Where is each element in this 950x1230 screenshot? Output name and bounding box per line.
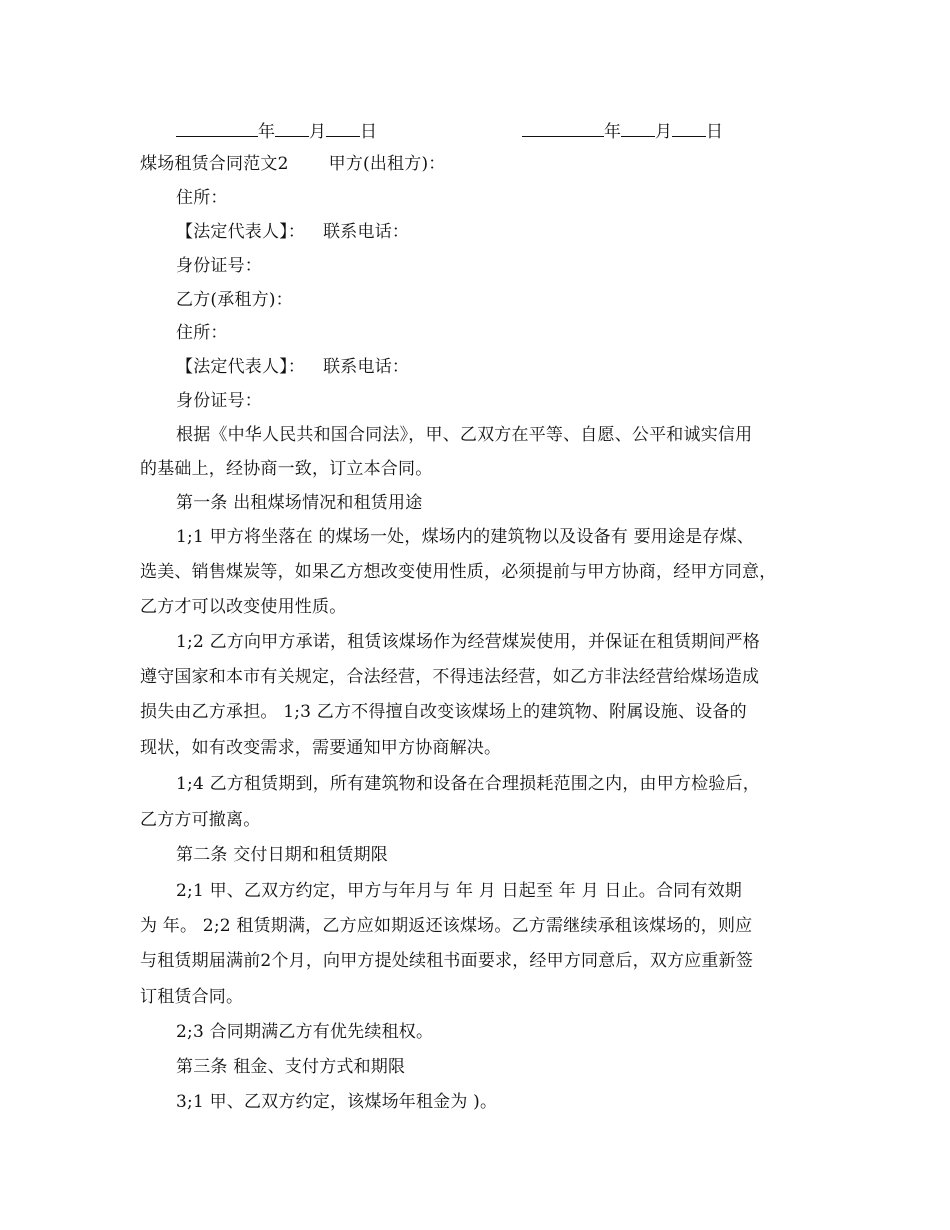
paragraph-line: 选美、销售煤炭等，如果乙方想改变使用性质，必须提前与甲方协商，经甲方同意， bbox=[140, 562, 777, 582]
rep-b-label: 【法定代表人】： bbox=[176, 357, 306, 377]
id-b: 身份证号： bbox=[176, 391, 262, 411]
date-field-left bbox=[176, 120, 377, 143]
id-a: 身份证号： bbox=[176, 256, 262, 276]
title-party-a-line bbox=[140, 153, 446, 175]
paragraph-line: 根据《中华人民共和国合同法》，甲、乙双方在平等、自愿、公平和诚实信用 bbox=[176, 425, 753, 445]
day-blank[interactable] bbox=[672, 120, 706, 137]
paragraph-line: 1;1 甲方将坐落在 的煤场一处，煤场内的建筑物以及设备有 要用途是存煤、 bbox=[176, 527, 754, 547]
phone-b-label: 联系电话： bbox=[323, 357, 410, 377]
rep-a-label: 【法定代表人】： bbox=[176, 222, 306, 242]
day-blank[interactable] bbox=[326, 120, 360, 137]
month-blank[interactable] bbox=[621, 120, 655, 137]
paragraph-line: 2;3 合同期满乙方有优先续租权。 bbox=[176, 1022, 434, 1042]
rep-a-line bbox=[176, 221, 409, 243]
year-blank[interactable] bbox=[522, 120, 604, 137]
paragraph-line: 与租赁期届满前2个月，向甲方提处续租书面要求，经甲方同意后，双方应重新签 bbox=[140, 951, 754, 971]
year-blank[interactable] bbox=[176, 120, 258, 137]
phone-a-label: 联系电话： bbox=[323, 222, 410, 242]
date-field-right bbox=[522, 120, 723, 143]
paragraph-line: 3;1 甲、乙双方约定，该煤场年租金为 )。 bbox=[176, 1092, 498, 1112]
document-title: 煤场租赁合同范文2 bbox=[140, 154, 289, 174]
paragraph-line: 的基础上，经协商一致，订立本合同。 bbox=[140, 459, 433, 479]
address-b: 住所： bbox=[176, 323, 228, 343]
paragraph-line: 现状，如有改变需求，需要通知甲方协商解决。 bbox=[140, 738, 502, 758]
paragraph-line: 2;1 甲、乙双方约定，甲方与年月与 年 月 日起至 年 月 日止。合同有效期 bbox=[176, 881, 742, 901]
paragraph-line: 为 年。 2;2 租赁期满，乙方应如期返还该煤场。乙方需继续承租该煤场的，则应 bbox=[140, 916, 753, 936]
paragraph-line: 1;4 乙方租赁期到，所有建筑物和设备在合理损耗范围之内，由甲方检验后， bbox=[176, 774, 760, 794]
paragraph-line: 乙方才可以改变使用性质。 bbox=[140, 597, 347, 617]
party-a-label: 甲方(出租方)： bbox=[328, 154, 446, 174]
paragraph-line: 损失由乙方承担。 1;3 乙方不得擅自改变该煤场上的建筑物、附属设施、设备的 bbox=[140, 702, 747, 722]
article-heading: 第二条 交付日期和租赁期限 bbox=[176, 845, 389, 865]
month-label: 月 bbox=[655, 122, 672, 142]
address-a: 住所： bbox=[176, 188, 228, 208]
article-heading: 第一条 出租煤场情况和租赁用途 bbox=[176, 493, 423, 513]
article-heading: 第三条 租金、支付方式和期限 bbox=[176, 1057, 406, 1077]
month-label: 月 bbox=[309, 122, 326, 142]
year-label: 年 bbox=[604, 122, 621, 142]
day-label: 日 bbox=[706, 122, 723, 142]
paragraph-line: 订租赁合同。 bbox=[140, 987, 244, 1007]
paragraph-line: 1;2 乙方向甲方承诺，租赁该煤场作为经营煤炭使用，并保证在租赁期间严格 bbox=[176, 632, 760, 652]
paragraph-line: 遵守国家和本市有关规定，合法经营，不得违法经营，如乙方非法经营给煤场造成 bbox=[140, 667, 760, 687]
party-b-label: 乙方(承租方)： bbox=[176, 290, 293, 310]
paragraph-line: 乙方方可撤离。 bbox=[140, 810, 261, 830]
rep-b-line bbox=[176, 356, 409, 378]
month-blank[interactable] bbox=[275, 120, 309, 137]
day-label: 日 bbox=[360, 122, 377, 142]
year-label: 年 bbox=[258, 122, 275, 142]
